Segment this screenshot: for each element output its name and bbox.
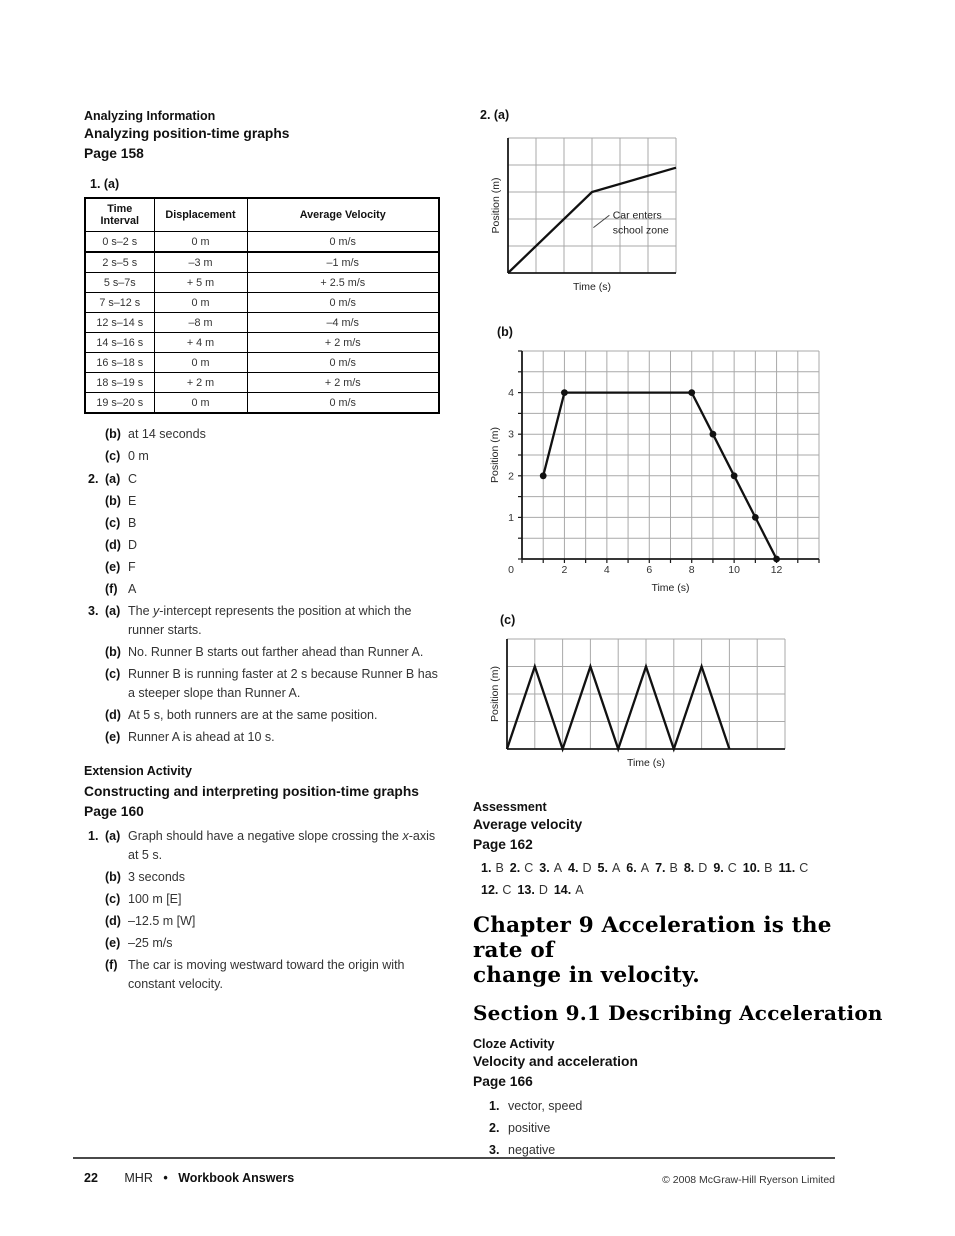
answer-item (88, 934, 466, 953)
answer-item (88, 580, 466, 599)
answer-text: Runner B is running faster at 2 s because Runner B has a steeper slope than Runner A. (128, 667, 438, 700)
answer-letter: (d) (105, 914, 121, 928)
answer-letter: (c) (105, 516, 121, 530)
answer-number (88, 665, 105, 703)
answer-list-q2 (88, 470, 466, 599)
answer-text: B (128, 516, 137, 530)
svg-text:school zone: school zone (612, 224, 669, 237)
table-header-row (85, 198, 439, 232)
answer-letter: (b) (105, 645, 121, 659)
svg-text:Position (m): Position (m) (490, 177, 502, 234)
answer-text: Graph should have a negative slope crossing the x-axis at 5 s. (128, 829, 436, 862)
table-header-interval: Time Interval (85, 198, 154, 232)
page-ref: Page 166 (473, 1074, 533, 1089)
answer-letter: (e) (105, 936, 121, 950)
answer-pair: 9. C (713, 861, 737, 875)
answer-text: 100 m [E] (128, 892, 182, 906)
answer-item (88, 643, 466, 662)
answer-pair: 10. B (742, 861, 773, 875)
section-title: Velocity and acceleration (473, 1054, 638, 1069)
svg-text:8: 8 (688, 564, 695, 576)
answer-text: E (128, 494, 137, 508)
assessment-answers-line2 (481, 881, 883, 899)
answer-letter: (a) (105, 829, 121, 843)
section-title: Average velocity (473, 817, 583, 832)
answer-pair: 5. A (597, 861, 621, 875)
svg-text:Position (m): Position (m) (489, 665, 501, 723)
answer-letter: (d) (105, 538, 121, 552)
question-2b-label: (b) (497, 325, 513, 339)
answer-number (88, 706, 105, 725)
answer-number: 1. (489, 1099, 500, 1113)
table-cell-velocity: –4 m/s (247, 313, 439, 333)
table-cell-interval: 14 s–16 s (85, 333, 154, 353)
page-ref: Page 162 (473, 837, 533, 852)
table-header-displacement: Displacement (154, 198, 247, 232)
table-cell-interval: 12 s–14 s (85, 313, 154, 333)
answer-item (88, 602, 466, 640)
answer-number: 3. (88, 604, 99, 618)
answer-text: The y-intercept represents the position at which the runner starts. (128, 604, 412, 637)
table-cell-velocity: + 2 m/s (247, 333, 439, 353)
footer-book-title: Workbook Answers (178, 1171, 295, 1185)
answer-text: at 14 seconds (128, 427, 206, 441)
svg-text:2: 2 (508, 470, 514, 483)
answer-item (88, 956, 466, 994)
answer-number (88, 956, 105, 994)
table-cell-interval: 16 s–18 s (85, 353, 154, 373)
svg-text:2: 2 (561, 564, 568, 576)
footer-left (84, 1171, 294, 1185)
answer-letter: (e) (105, 560, 121, 574)
displacement-velocity-table (84, 197, 440, 414)
table-row (85, 232, 439, 253)
assessment-answers-line1 (481, 859, 883, 877)
answer-text: C (128, 472, 138, 486)
answer-pair: 8. D (683, 861, 708, 875)
answer-number (88, 643, 105, 662)
answer-pair: 13. D (517, 883, 548, 897)
answer-text: –12.5 m [W] (128, 914, 196, 928)
position-time-graph-b (488, 347, 883, 596)
answer-text: 0 m (128, 449, 149, 463)
answer-pair: 3. A (539, 861, 563, 875)
answer-number (88, 580, 105, 599)
section-title: Analyzing position-time graphs (84, 126, 290, 141)
svg-text:0: 0 (508, 564, 514, 576)
answer-item (489, 1119, 883, 1138)
table-cell-velocity: + 2 m/s (247, 373, 439, 393)
position-time-graph-c (488, 635, 883, 771)
answer-text: The car is moving westward toward the origin with constant velocity. (128, 958, 405, 991)
answer-text: negative (508, 1143, 556, 1157)
answer-letter: (f) (105, 958, 118, 972)
answer-number (88, 728, 105, 747)
answer-list-extension (88, 827, 466, 994)
question-2c-label: (c) (500, 613, 516, 627)
table-cell-velocity: 0 m/s (247, 393, 439, 414)
answer-pair: 14. A (553, 883, 584, 897)
answer-letter: (b) (105, 870, 121, 884)
answer-letter: (c) (105, 667, 121, 681)
answer-number (88, 934, 105, 953)
table-cell-displacement: 0 m (154, 353, 247, 373)
answer-pair: 1. B (481, 861, 504, 875)
answer-letter: (a) (105, 604, 121, 618)
answer-text: –25 m/s (128, 936, 173, 950)
table-cell-displacement: + 2 m (154, 373, 247, 393)
section-title: Constructing and interpreting position-time graphs (84, 784, 419, 799)
answer-number (88, 492, 105, 511)
table-row (85, 333, 439, 353)
table-row (85, 313, 439, 333)
section-kicker: Assessment (473, 800, 547, 814)
table-header-velocity: Average Velocity (247, 198, 439, 232)
table-cell-displacement: 0 m (154, 232, 247, 253)
answer-item (88, 827, 466, 865)
answer-number: 1. (88, 829, 99, 843)
answer-item (88, 558, 466, 577)
table-cell-displacement: –8 m (154, 313, 247, 333)
answer-letter: (c) (105, 449, 121, 463)
table-row (85, 252, 439, 273)
table-cell-displacement: –3 m (154, 252, 247, 273)
answer-item (88, 706, 466, 725)
answer-text: vector, speed (508, 1099, 583, 1113)
position-time-graph-a (489, 134, 883, 295)
answer-item (88, 890, 466, 909)
table-cell-interval: 7 s–12 s (85, 293, 154, 313)
svg-text:6: 6 (646, 564, 653, 576)
footer-imprint: MHR (124, 1171, 153, 1185)
question-1a-label: 1. (a) (90, 177, 120, 191)
table-cell-velocity: –1 m/s (247, 252, 439, 273)
right-column (473, 108, 883, 1163)
svg-text:10: 10 (728, 564, 740, 576)
answer-number (88, 912, 105, 931)
table-row (85, 273, 439, 293)
section-heading: Section 9.1 Describing Acceleration (473, 1001, 883, 1025)
answer-letter: (f) (105, 582, 118, 596)
footer-bullet: • (163, 1171, 168, 1185)
answer-text: 3 seconds (128, 870, 185, 884)
question-2a-label: 2. (a) (480, 108, 510, 122)
answer-text: No. Runner B starts out farther ahead than Runner A. (128, 645, 424, 659)
answer-item (489, 1097, 883, 1116)
answer-number (88, 447, 105, 466)
svg-text:Time (s): Time (s) (572, 281, 612, 293)
answer-list-cloze (489, 1097, 883, 1160)
table-cell-velocity: 0 m/s (247, 353, 439, 373)
answer-item (88, 536, 466, 555)
answer-item (88, 492, 466, 511)
answer-number: 2. (489, 1121, 500, 1135)
svg-text:1: 1 (508, 511, 514, 524)
table-cell-interval: 2 s–5 s (85, 252, 154, 273)
answer-text: positive (508, 1121, 551, 1135)
footer-rule (73, 1157, 835, 1159)
table-cell-interval: 19 s–20 s (85, 393, 154, 414)
svg-text:3: 3 (508, 428, 514, 441)
answer-number: 2. (88, 472, 99, 486)
table-cell-interval: 5 s–7s (85, 273, 154, 293)
footer-copyright: © 2008 McGraw-Hill Ryerson Limited (662, 1174, 835, 1186)
answer-letter: (a) (105, 472, 121, 486)
answer-letter: (b) (105, 427, 121, 441)
section-kicker: Cloze Activity (473, 1037, 555, 1051)
table-cell-interval: 18 s–19 s (85, 373, 154, 393)
table-cell-interval: 0 s–2 s (85, 232, 154, 253)
chapter-heading-line: Chapter 9 Acceleration is the rate of (473, 913, 832, 963)
table-cell-displacement: + 4 m (154, 333, 247, 353)
section-kicker: Extension Activity (84, 764, 192, 778)
answer-text: D (128, 538, 138, 552)
chapter-heading (473, 913, 883, 988)
footer-page-number: 22 (84, 1171, 98, 1185)
svg-text:4: 4 (603, 564, 610, 576)
answer-item (88, 425, 466, 444)
left-column (84, 108, 466, 997)
chapter-heading-line: change in velocity. (473, 963, 700, 988)
svg-text:Time (s): Time (s) (651, 582, 690, 594)
table-row (85, 293, 439, 313)
answer-item (88, 665, 466, 703)
answer-number (88, 514, 105, 533)
table-cell-displacement: 0 m (154, 393, 247, 414)
answer-item (88, 868, 466, 887)
page-ref: Page 160 (84, 804, 144, 819)
answer-number (88, 890, 105, 909)
answer-number (88, 425, 105, 444)
table-cell-velocity: 0 m/s (247, 232, 439, 253)
page-ref: Page 158 (84, 146, 144, 161)
answer-text: Runner A is ahead at 10 s. (128, 730, 275, 744)
answer-item (88, 912, 466, 931)
table-cell-displacement: 0 m (154, 293, 247, 313)
answer-pair: 4. D (568, 861, 592, 875)
answer-text: F (128, 560, 136, 574)
answer-letter: (e) (105, 730, 121, 744)
answer-pair: 7. B (655, 861, 678, 875)
svg-text:12: 12 (770, 564, 783, 576)
svg-text:Car enters: Car enters (612, 209, 662, 222)
answer-text: A (128, 582, 137, 596)
answer-item (88, 728, 466, 747)
answer-letter: (d) (105, 708, 121, 722)
answer-pair: 11. C (778, 861, 809, 875)
table-cell-velocity: 0 m/s (247, 293, 439, 313)
answer-text: At 5 s, both runners are at the same position. (128, 708, 378, 722)
answer-item (88, 447, 466, 466)
svg-text:4: 4 (508, 387, 514, 400)
answer-list-q1 (88, 425, 466, 466)
table-cell-displacement: + 5 m (154, 273, 247, 293)
table-cell-velocity: + 2.5 m/s (247, 273, 439, 293)
table-row (85, 373, 439, 393)
answer-number (88, 558, 105, 577)
answer-list-q3 (88, 602, 466, 747)
answer-number (88, 868, 105, 887)
table-row (85, 393, 439, 414)
answer-letter: (b) (105, 494, 121, 508)
answer-pair: 2. C (509, 861, 534, 875)
answer-pair: 12. C (481, 883, 512, 897)
answer-letter: (c) (105, 892, 121, 906)
section-kicker: Analyzing Information (84, 109, 216, 123)
answer-item (88, 514, 466, 533)
table-row (85, 353, 439, 373)
answer-pair: 6. A (626, 861, 650, 875)
svg-text:Position (m): Position (m) (489, 426, 501, 484)
answer-item (88, 470, 466, 489)
answer-number: 3. (489, 1143, 500, 1157)
answer-number (88, 536, 105, 555)
svg-text:Time (s): Time (s) (626, 757, 666, 769)
